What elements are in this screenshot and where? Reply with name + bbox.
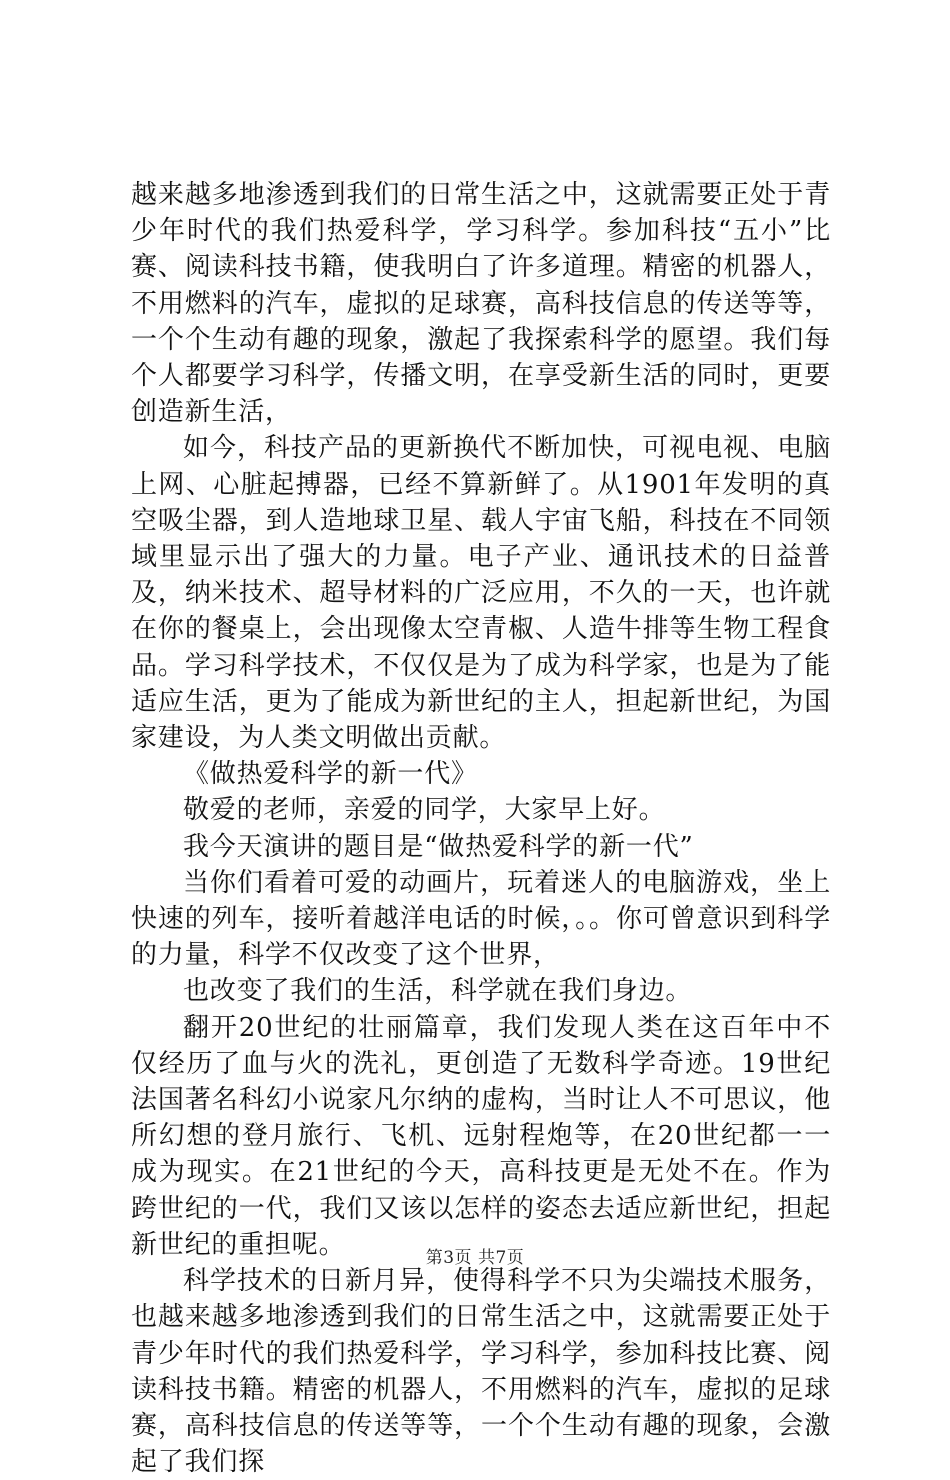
paragraph-1: 越来越多地渗透到我们的日常生活之中，这就需要正处于青少年时代的我们热爱科学，学习科学。参加科技“五小”比赛、阅读科技书籍，使我明白了许多道理。精密的机器人，不用燃料的汽车，虚拟的足球赛，高科技信息的传送等等，一个个生动有趣的现象，激起了我探索科学的愿望。我们每个人都要学习科学，传播文明，在享受新生活的同时，更要创造新生活， xyxy=(131,180,831,428)
paragraph-8: 翻开20世纪的壮丽篇章，我们发现人类在这百年中不仅经历了血与火的洗礼，更创造了无数科学奇迹。19世纪法国著名科幻小说家凡尔纳的虚构，当时让人不可思议，他所幻想的登月旅行、飞机、远射程炮等，在20世纪都一一成为现实。在21世纪的今天，高科技更是无处不在。作为跨世纪的一代，我们又该以怎样的姿态去适应新世纪，担起新世纪的重担呢。 xyxy=(131,1012,831,1260)
paragraph-2: 如今，科技产品的更新换代不断加快，可视电视、电脑上网、心脏起搏器，已经不算新鲜了。从1901年发明的真空吸尘器，到人造地球卫星、载人宇宙飞船，科技在不同领域里显示出了强大的力量。电子产业、通讯技术的日益普及，纳米技术、超导材料的广泛应用，不久的一天，也许就在你的餐桌上，会出现像太空青椒、人造牛排等生物工程食品。学习科学技术，不仅仅是为了成为科学家，也是为了能适应生活，更为了能成为新世纪的主人，担起新世纪，为国家建设，为人类文明做出贡献。 xyxy=(131,433,831,754)
paragraph-7: 也改变了我们的生活，科学就在我们身边。 xyxy=(183,976,693,1007)
paragraph-6: 当你们看着可爱的动画片，玩着迷人的电脑游戏，坐上快速的列车，接听着越洋电话的时候，。。你可曾意识到科学的力量，科学不仅改变了这个世界， xyxy=(131,867,831,971)
page-number-footer: 第3页 共7页 xyxy=(425,1248,525,1268)
paragraph-9: 科学技术的日新月异，使得科学不只为尖端技术服务，也越来越多地渗透到我们的日常生活之中，这就需要正处于青少年时代的我们热爱科学，学习科学，参加科技比赛、阅读科技书籍。精密的机器人，不用燃料的汽车，虚拟的足球赛，高科技信息的传送等等，一个个生动有趣的现象，会激起了我们探 xyxy=(131,1266,831,1478)
paragraph-greeting: 敬爱的老师，亲爱的同学，大家早上好。 xyxy=(183,795,666,826)
paragraph-topic: 我今天演讲的题目是“做热爱科学的新一代” xyxy=(183,831,694,862)
document-body xyxy=(131,177,831,1480)
speech-title: 《做热爱科学的新一代》 xyxy=(183,759,478,790)
